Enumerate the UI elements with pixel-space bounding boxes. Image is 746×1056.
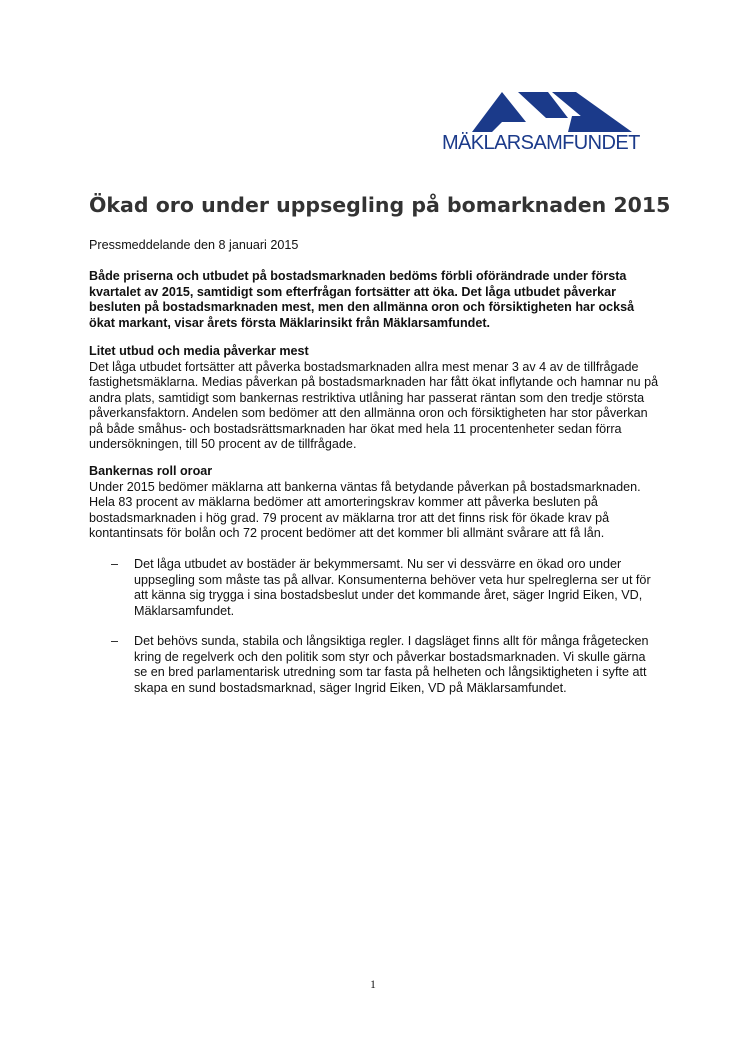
body-line: Det låga utbudet fortsätter att påverka bostadsmarknaden allra mest menar 3 av 4 av de tillfrågade <box>89 359 639 374</box>
quote-line: se en bred parlamentarisk utredning som tar fasta på helheten och långsiktigheten i syfte att <box>134 665 647 679</box>
dash-bullet-icon: – <box>111 634 119 648</box>
dash-bullet-icon: – <box>111 557 119 571</box>
body-line: undersökningen, till 50 procent av de tillfrågade. <box>89 437 357 451</box>
quote-line: skapa en sund bostadsmarknad, säger Ingrid Eiken, VD på Mäklarsamfundet. <box>134 680 567 695</box>
body-line: påverkansfaktorn. Andelen som bedömer att den allmänna oron och försiktigheten har stor påverkan <box>89 406 648 420</box>
section-heading: Bankernas roll oroar <box>89 464 213 478</box>
logo-roof-icon <box>472 86 632 132</box>
body-line: kontantinsats för bolån och 72 procent bedömer att det kommer bli allmänt svårare att få lån. <box>89 526 605 540</box>
dateline: Pressmeddelande den 8 januari 2015 <box>89 238 299 252</box>
quote-line: Det behövs sunda, stabila och långsiktiga regler. I dagsläget finns allt för många frågetecken <box>134 634 649 648</box>
maklarsamfundet-logo <box>442 86 658 154</box>
section-bankernas-roll <box>89 464 679 542</box>
body-line: andra plats, samtidigt som bankernas restriktiva utlåning har passerat räntan som den tredje största <box>89 390 645 405</box>
quote-line: kring de regelverk och den politik som styr och påverkar bostadsmarknaden. Vi skulle gärna <box>134 649 646 664</box>
lead-line: Både priserna och utbudet på bostadsmarknaden bedöms förbli oförändrade under första <box>89 269 627 283</box>
logo-wordmark: MÄKLARSAMFUNDET <box>442 132 640 154</box>
quote-line: Det låga utbudet av bostäder är bekymmersamt. Nu ser vi dessvärre en ökad oro under <box>134 557 622 571</box>
quote-line: uppsegling som måste tas på allvar. Konsumenterna behöver veta hur spelreglerna ser ut för <box>134 572 651 587</box>
page-number: 1 <box>370 979 376 991</box>
lead-line: ökat markant, visar årets första Mäklarinsikt från Mäklarsamfundet. <box>89 315 491 330</box>
page-title: Ökad oro under uppsegling på bomarknaden 2015 <box>89 193 671 217</box>
body-line: Under 2015 bedömer mäklarna att bankerna väntas få betydande påverkan på bostadsmarknaden. <box>89 479 641 494</box>
section-litet-utbud <box>89 344 679 453</box>
section-heading: Litet utbud och media påverkar mest <box>89 344 309 358</box>
body-line: bostadsmarknaden i hög grad. 79 procent av mäklarna tror att det finns risk för ökade krav på <box>89 510 610 525</box>
lead-line: kvartalet av 2015, samtidigt som efterfrågan fortsätter att öka. Det låga utbudet påverkar <box>89 284 617 299</box>
quote-text <box>134 557 694 619</box>
quote-line: att känna sig trygga i sina bostadsbeslut under det kommande året, säger Ingrid Eiken, VD, <box>134 588 643 602</box>
quote-text <box>134 634 694 696</box>
lead-paragraph <box>89 269 679 331</box>
quote-line: Mäklarsamfundet. <box>134 603 235 618</box>
lead-line: besluten på bostadsmarknaden mest, men den allmänna oron och försiktigheten har också <box>89 300 635 314</box>
body-line: fastighetsmäklarna. Medias påverkan på bostadsmarknaden har fått ökat inflytande och hamnar nu på <box>89 375 659 389</box>
body-line: Hela 83 procent av mäklarna bedömer att amorteringskrav kommer att påverka besluten på <box>89 495 598 509</box>
body-line: på både småhus- och bostadsrättsmarknaden har ökat med hela 11 procentenheter sedan förra <box>89 421 622 436</box>
